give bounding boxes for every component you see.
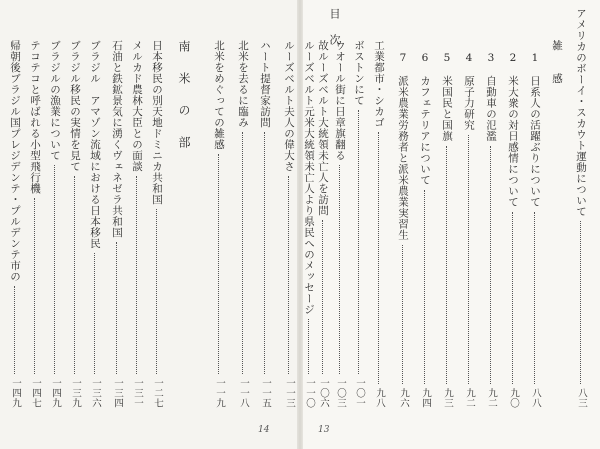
left-toc-leader-dots [94,253,96,374]
right-toc-entry [506,52,520,408]
left-toc-entry-title: メルカド農林大臣との面談 [131,40,143,172]
left-toc-leader-dots [288,176,290,374]
left-toc-entry [68,40,82,408]
right-toc-entry-page: 九三 [442,388,453,408]
left-toc-entry [88,40,102,408]
left-toc-entry-title: ブラジルの漁業について [49,40,61,161]
right-toc-entry-page: 八三 [576,388,587,408]
left-toc-entry-page: 一三六 [90,378,101,408]
left-toc-entry-page: 一一九 [214,378,225,408]
right-toc-entry [528,52,542,408]
right-toc-entry [316,40,330,408]
left-toc-leader-dots [156,209,158,374]
right-toc-leader-dots [308,319,310,374]
right-toc-entry [396,52,410,408]
left-toc-entry [8,40,22,408]
right-toc-leader-dots [402,245,404,385]
left-toc-entry-title: 北米を去るに臨み [237,40,249,128]
left-toc-entry [28,40,42,408]
right-toc-entry [302,40,316,408]
left-toc-entry [212,40,226,408]
right-toc-leader-dots [580,221,582,384]
left-toc-entry-title: ブラジル移民の実情を見て [69,40,81,172]
left-toc-entry-title: ルーズベルト夫人の偉大さ [283,40,295,172]
right-toc-entry-title: 5 米国民と国旗 [441,52,453,142]
right-toc-entry-title: 7 派米農業労務者と派米農業実習生 [397,52,409,241]
right-toc-entry-title: アメリカのボーイ・スカウト運動について [575,8,587,217]
left-toc-entry-title: 帰朝後ブラジル国プレジデンテ・プルデンテ市の [9,40,21,282]
left-toc-leader-dots [136,176,138,374]
left-toc-entry [258,40,272,408]
right-toc-entry-page: 八八 [530,388,541,408]
left-toc-entry-title: 北米をめぐっての雑感 [213,40,225,150]
right-toc-entry-page: 九四 [420,388,431,408]
left-toc-entry [236,40,250,408]
right-toc-entry-page: 九六 [398,388,409,408]
left-toc-entry [130,40,144,408]
right-toc-leader-dots [512,212,514,385]
right-toc-entry-title: ボストンにて [353,40,365,106]
right-toc-leader-dots [339,165,341,374]
left-toc-entry-page: 一三九 [70,378,81,408]
right-toc-entry-page: 九二 [464,388,475,408]
left-toc-entry-page: 一一八 [238,378,249,408]
right-toc-leader-dots [490,146,492,385]
right-toc-entry [333,40,347,408]
right-toc-entry-page: 九〇 [508,388,519,408]
right-toc-entry-title: ルーズベルト元米大統領未亡人より県民へのメッセージ [303,40,315,315]
right-toc-entry [440,52,454,408]
right-toc-entry [484,52,498,408]
right-toc-leader-dots [322,220,324,374]
right-toc-entry-page: 一一〇 [304,378,315,408]
left-toc-entry-page: 一三四 [112,378,123,408]
right-toc-entry-title: 2 米大衆の対日感情について [507,52,519,208]
right-toc-entry-page: 九二 [486,388,497,408]
right-toc-entry-title: 雑 感 [551,40,563,84]
page-number-right: 13 [318,425,330,435]
right-toc-leader-dots [424,190,426,385]
left-toc-entry-page: 一四七 [30,378,41,408]
left-toc-leader-dots [242,132,244,374]
left-toc-entry-page: 一二七 [152,378,163,408]
left-toc-leader-dots [116,242,118,374]
right-toc-entry-page: 一〇六 [318,378,329,408]
right-toc-entry-title: 6 カフェテリアについて [419,52,431,186]
left-toc-entry [48,40,62,408]
left-toc-entry-title: テコテコと呼ばれる小型飛行機 [29,40,41,194]
right-toc-entry-title: 4 原子力研究 [463,52,475,131]
right-toc-entry-title: 1 日系人の活躍ぶりについて [529,52,541,208]
right-toc-entry-title: 3 自動車の氾濫 [485,52,497,142]
left-toc-leader-dots [54,165,56,374]
right-toc-entry [550,40,564,408]
section-title: 南 米 の 部 [177,40,191,152]
left-toc-entry-title: 日本移民の別天地ドミニカ共和国 [151,40,163,205]
right-toc-leader-dots [358,110,360,374]
left-toc-entry-title: ハート提督家訪問 [259,40,271,128]
left-toc-entry-page: 一一五 [260,378,271,408]
left-toc-entry [150,40,164,408]
left-toc-leader-dots [34,198,36,374]
contents-header: 目 次 [328,8,341,47]
left-toc-entry-page: 一一三 [284,378,295,408]
page-number-left: 14 [258,425,270,435]
left-toc-entry-title: 石油と鉄鉱景気に湧くヴェネゼラ共和国 [111,40,123,238]
left-toc-entry-page: 一四九 [10,378,21,408]
left-toc-leader-dots [14,286,16,374]
right-toc-entry-page: 一〇三 [335,378,346,408]
right-toc-entry [574,8,588,408]
right-toc-entry [372,40,386,408]
left-toc-leader-dots [74,176,76,374]
right-toc-leader-dots [446,146,448,385]
left-toc-entry [110,40,124,408]
left-toc-leader-dots [264,132,266,374]
right-toc-entry [462,52,476,408]
right-toc-entry-title: 工業都市・シカゴ [373,40,385,128]
right-toc-entry [352,40,366,408]
left-toc-leader-dots [218,154,220,374]
left-toc-entry-title: ブラジル アマゾン流域における日本移民 [89,40,101,249]
left-toc-entry-page: 一三一 [132,378,143,408]
right-toc-entry [418,52,432,408]
right-toc-leader-dots [378,132,380,384]
right-toc-entry-page: 一〇一 [354,378,365,408]
right-toc-entry-title: ウオール街に日章旗翻る [334,40,346,161]
left-toc-entry [282,40,296,408]
right-toc-leader-dots [468,135,470,385]
right-toc-entry-page: 九八 [374,388,385,408]
left-toc-entry-page: 一四九 [50,378,61,408]
right-toc-leader-dots [534,212,536,385]
right-toc-entry-title: 故ルーズベルト大統領未亡人を訪問 [317,40,329,216]
